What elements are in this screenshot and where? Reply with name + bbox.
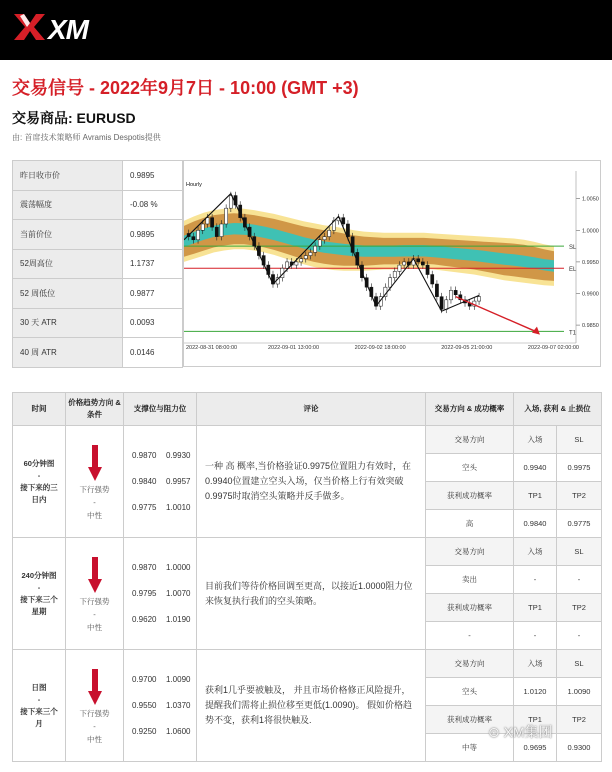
stat-label: 当前价位 xyxy=(13,220,123,250)
candle-body xyxy=(342,218,345,224)
stat-label: 52周高位 xyxy=(13,249,123,279)
header-comment: 评论 xyxy=(197,393,426,426)
support-level: 0.9870 xyxy=(132,450,157,460)
candle-body xyxy=(192,237,195,240)
candle-body xyxy=(309,252,312,255)
timeframe-line: - xyxy=(37,694,41,704)
stat-row xyxy=(13,190,183,220)
trend-line: - xyxy=(93,498,96,507)
candle-body xyxy=(388,278,391,287)
timeframe-cell xyxy=(13,426,66,538)
candle-body xyxy=(225,208,228,224)
candle-body xyxy=(314,246,317,252)
trade-direction-cell: 卖出 xyxy=(426,566,514,594)
candle-body xyxy=(229,196,232,209)
table-row xyxy=(13,426,602,454)
comment-cell: 一种 高 概率,当价格验证0.9975位置阻力有效时，在0.9940位置建立空头入场，仅当价格上行有效突破0.9975时取消空头策略并反手做多。 xyxy=(197,426,426,538)
trade-level-cell: SL xyxy=(557,538,602,566)
resistance-level: 1.0600 xyxy=(166,726,191,736)
stat-value: 1.1737 xyxy=(123,249,183,279)
stat-value: 0.9895 xyxy=(123,161,183,191)
resistance-level: 1.0370 xyxy=(166,700,191,710)
stat-value: 0.9895 xyxy=(123,220,183,250)
trade-level-cell: - xyxy=(514,622,557,650)
candle-body xyxy=(417,259,420,262)
level-pair xyxy=(132,495,196,521)
support-resistance-cell xyxy=(124,426,197,538)
candle-body xyxy=(398,265,401,271)
header-trend: 价格趋势方向 & 条件 xyxy=(66,393,124,426)
candle-body xyxy=(211,218,214,227)
wechat-icon: ⊙ xyxy=(488,724,500,740)
trade-level-cell: - xyxy=(514,566,557,594)
support-level: 0.9700 xyxy=(132,674,157,684)
trade-level-cell: 1.0120 xyxy=(514,678,557,706)
y-tick-label: 1.0050 xyxy=(582,196,599,203)
stat-label: 昨日收市价 xyxy=(13,161,123,191)
trend-line: 中性 xyxy=(87,623,102,632)
timeframe-cell xyxy=(13,650,66,762)
header-support-resistance: 支撑位与阻力位 xyxy=(124,393,197,426)
stat-value: 0.0093 xyxy=(123,308,183,338)
trade-level-cell: 0.9975 xyxy=(557,454,602,482)
resistance-level: 1.0010 xyxy=(166,502,191,512)
stat-label: 30 天 ATR xyxy=(13,308,123,338)
trade-level-cell: TP1 xyxy=(514,594,557,622)
stat-label: 40 周 ATR xyxy=(13,338,123,368)
y-tick-label: 1.0000 xyxy=(582,228,599,235)
trade-level-cell: SL xyxy=(557,426,602,454)
trade-level-cell: TP1 xyxy=(514,706,557,734)
support-level: 0.9840 xyxy=(132,476,157,486)
market-stats-table xyxy=(12,160,183,368)
trade-direction-cell: 空头 xyxy=(426,678,514,706)
support-level: 0.9250 xyxy=(132,726,157,736)
level-pair xyxy=(132,693,196,719)
trade-level-cell: 入场 xyxy=(514,426,557,454)
candle-body xyxy=(215,227,218,236)
trade-level-cell: 0.9695 xyxy=(514,734,557,762)
candle-body xyxy=(304,256,307,259)
trend-line: 下行强势 xyxy=(79,485,110,494)
candle-body xyxy=(454,290,457,294)
trend-cell xyxy=(66,538,124,650)
trade-level-cell: 入场 xyxy=(514,650,557,678)
candle-body xyxy=(445,300,448,309)
x-tick-label: 2022-09-05 21:00:00 xyxy=(441,345,493,351)
resistance-level: 1.0070 xyxy=(166,588,191,598)
stat-row xyxy=(13,308,183,338)
trade-direction-cell: - xyxy=(426,622,514,650)
trade-direction-cell: 空头 xyxy=(426,454,514,482)
trade-direction-cell: 高 xyxy=(426,510,514,538)
trend-cell xyxy=(66,426,124,538)
trade-level-cell: 0.9300 xyxy=(557,734,602,762)
candle-body xyxy=(285,262,288,268)
author-byline: 由: 首席技术策略师 Avramis Despotis提供 xyxy=(12,133,161,142)
projection-arrow xyxy=(456,297,536,332)
trade-direction-cell: 获利成功概率 xyxy=(426,482,514,510)
resistance-level: 0.9957 xyxy=(166,476,191,486)
support-resistance-cell xyxy=(124,650,197,762)
xm-logo-icon xyxy=(12,12,46,42)
candle-body xyxy=(328,230,331,236)
instrument-label: 交易商品: EURUSD xyxy=(12,110,136,126)
down-arrow-icon xyxy=(88,557,102,593)
trend-cell xyxy=(66,650,124,762)
candle-body xyxy=(421,262,424,265)
support-level: 0.9775 xyxy=(132,502,157,512)
candle-body xyxy=(426,265,429,274)
x-tick-label: 2022-09-07 02:00:00 xyxy=(527,345,579,351)
resistance-level: 1.0000 xyxy=(166,562,191,572)
support-resistance-cell xyxy=(124,538,197,650)
stat-row xyxy=(13,338,183,368)
header-bar xyxy=(0,0,612,60)
trade-level-cell: TP2 xyxy=(557,482,602,510)
trade-level-cell: TP2 xyxy=(557,706,602,734)
trade-level-cell: TP2 xyxy=(557,594,602,622)
y-tick-label: 0.9950 xyxy=(582,259,599,266)
candle-body xyxy=(201,224,204,230)
candle-body xyxy=(206,218,209,224)
trend-line: 中性 xyxy=(87,511,102,520)
timeframe-line: 接下来三个月 xyxy=(20,706,58,728)
stat-row xyxy=(13,161,183,191)
level-label-t1: T1 xyxy=(569,330,577,337)
stat-row xyxy=(13,220,183,250)
candle-body xyxy=(323,237,326,240)
candle-body xyxy=(431,275,434,284)
comment-cell: 目前我们等待价格回调至更高，以接近1.0000阻力位来恢复执行我们的空头策略。 xyxy=(197,538,426,650)
trade-direction-cell: 交易方向 xyxy=(426,538,514,566)
support-level: 0.9620 xyxy=(132,614,157,624)
timeframe-line: - xyxy=(37,582,41,592)
trend-line: 下行强势 xyxy=(79,597,110,606)
candle-body xyxy=(299,259,302,262)
candle-body xyxy=(220,224,223,237)
stat-label: 52 周低位 xyxy=(13,279,123,309)
stat-value: -0.08 % xyxy=(123,190,183,220)
header-direction: 交易方向 & 成功概率 xyxy=(426,393,514,426)
stat-value: 0.0146 xyxy=(123,338,183,368)
timeframe-line: 接下来三个星期 xyxy=(20,594,58,616)
trade-level-cell: 0.9775 xyxy=(557,510,602,538)
candle-body xyxy=(477,297,480,301)
support-level: 0.9870 xyxy=(132,562,157,572)
candle-body xyxy=(403,262,406,265)
trade-direction-cell: 获利成功概率 xyxy=(426,706,514,734)
level-pair xyxy=(132,555,196,581)
trend-line: - xyxy=(93,722,96,731)
trade-direction-cell: 中等 xyxy=(426,734,514,762)
x-tick-label: 2022-09-01 13:00:00 xyxy=(267,345,320,351)
stat-row xyxy=(13,279,183,309)
signal-table xyxy=(12,392,602,762)
stat-label: 震荡幅度 xyxy=(13,190,123,220)
support-level: 0.9550 xyxy=(132,700,157,710)
timeframe-line: 接下来的三日内 xyxy=(20,482,58,504)
trade-level-cell: 1.0090 xyxy=(557,678,602,706)
level-pair xyxy=(132,581,196,607)
price-chart-svg xyxy=(184,161,601,367)
candle-body xyxy=(196,230,199,239)
comment-cell: 获利1几乎要被触及， 并且市场价格修正风险提升，提醒我们需将止损位移至更低(1.0090)。 假如价格趋势不变，获利1将很快触及. xyxy=(197,650,426,762)
trade-level-cell: TP1 xyxy=(514,482,557,510)
candle-body xyxy=(435,284,438,297)
down-arrow-icon xyxy=(88,445,102,481)
header-time: 时间 xyxy=(13,393,66,426)
watermark-text: XM集团 xyxy=(503,724,553,740)
candle-body xyxy=(440,297,443,310)
trend-line: - xyxy=(93,610,96,619)
level-pair xyxy=(132,667,196,693)
trade-direction-cell: 获利成功概率 xyxy=(426,594,514,622)
trend-line: 下行强势 xyxy=(79,709,110,718)
logo-text: XM xyxy=(48,14,88,45)
timeframe-line: - xyxy=(37,470,41,480)
trade-level-cell: 0.9940 xyxy=(514,454,557,482)
level-pair xyxy=(132,719,196,745)
trend-line: 中性 xyxy=(87,735,102,744)
timeframe-line: 日图 xyxy=(31,682,47,692)
page-title: 交易信号 - 2022年9月7日 - 10:00 (GMT +3) xyxy=(12,78,359,98)
candle-body xyxy=(449,290,452,299)
level-pair xyxy=(132,443,196,469)
timeframe-line: 60分钟图 xyxy=(23,458,55,468)
trade-level-cell: - xyxy=(557,622,602,650)
trade-level-cell: - xyxy=(557,566,602,594)
trade-direction-cell: 交易方向 xyxy=(426,426,514,454)
resistance-level: 1.0190 xyxy=(166,614,191,624)
candle-body xyxy=(295,262,298,265)
resistance-level: 1.0090 xyxy=(166,674,191,684)
x-tick-label: 2022-09-02 18:00:00 xyxy=(354,345,406,351)
chart-title: Hourly xyxy=(186,182,202,188)
table-row xyxy=(13,650,602,678)
stat-row xyxy=(13,249,183,279)
level-label-el: EL xyxy=(569,267,577,274)
trade-direction-cell: 交易方向 xyxy=(426,650,514,678)
timeframe-line: 240分钟图 xyxy=(21,570,57,580)
stat-value: 0.9877 xyxy=(123,279,183,309)
trade-level-cell: SL xyxy=(557,650,602,678)
level-label-sl: SL xyxy=(569,245,577,252)
level-pair xyxy=(132,607,196,633)
candle-body xyxy=(318,240,321,246)
price-chart xyxy=(183,160,601,367)
trade-level-cell: 入场 xyxy=(514,538,557,566)
table-row xyxy=(13,538,602,566)
trade-level-cell: 0.9840 xyxy=(514,510,557,538)
candle-body xyxy=(393,271,396,277)
resistance-level: 0.9930 xyxy=(166,450,191,460)
y-tick-label: 0.9900 xyxy=(582,291,599,298)
y-tick-label: 0.9850 xyxy=(582,323,599,330)
support-level: 0.9795 xyxy=(132,588,157,598)
down-arrow-icon xyxy=(88,669,102,705)
x-tick-label: 2022-08-31 08:00:00 xyxy=(186,345,238,351)
timeframe-cell xyxy=(13,538,66,650)
level-pair xyxy=(132,469,196,495)
wechat-watermark xyxy=(488,722,553,742)
header-entry-levels: 入场, 获利 & 止损位 xyxy=(514,393,602,426)
